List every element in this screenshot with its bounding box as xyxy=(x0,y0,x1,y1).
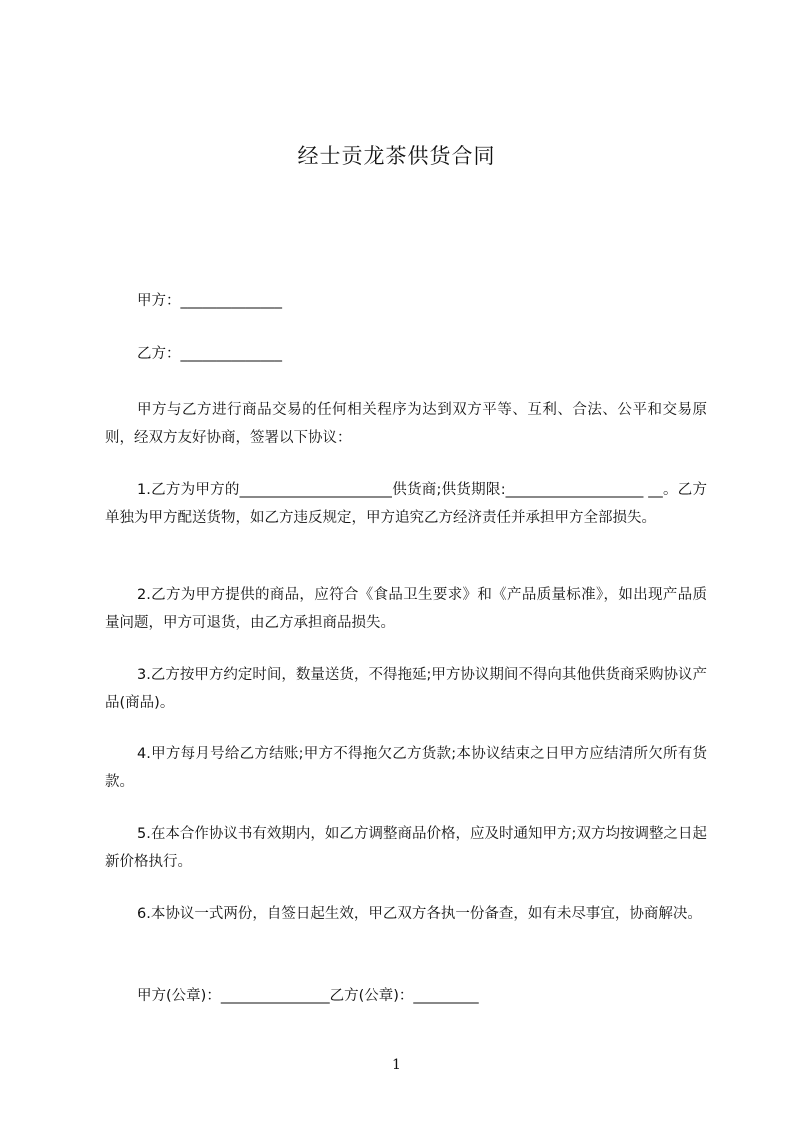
intro-paragraph: 甲方与乙方进行商品交易的任何相关程序为达到双方平等、互利、合法、公平和交易原则，经双方友好协商，签署以下协议： xyxy=(105,402,707,446)
clause-1: 1.乙方为甲方的_____________________供货商;供货期限:___________________ __。乙方单独为甲方配送货物，如乙方违反规定，甲方追究乙方经济责任并承担甲方全部损失。 xyxy=(105,482,707,526)
signature-line: 甲方(公章)：_______________乙方(公章)：_________ xyxy=(137,988,479,1004)
clause-3: 3.乙方按甲方约定时间，数量送货，不得拖延;甲方协议期间不得向其他供货商采购协议产品(商品)。 xyxy=(105,667,707,711)
party-a-field: 甲方：______________ xyxy=(137,293,282,309)
clause-4: 4.甲方每月号给乙方结账;甲方不得拖欠乙方货款;本协议结束之日甲方应结清所欠所有货款。 xyxy=(105,746,707,790)
clause-6: 6.本协议一式两份，自签日起生效，甲乙双方各执一份备查，如有未尽事宜，协商解决。 xyxy=(137,906,702,922)
party-b-field: 乙方：______________ xyxy=(137,346,282,362)
clause-5: 5.在本合作协议书有效期内，如乙方调整商品价格，应及时通知甲方;双方均按调整之日起新价格执行。 xyxy=(105,826,707,870)
page-number: 1 xyxy=(392,1057,401,1073)
document-title: 经士贡龙茶供货合同 xyxy=(297,144,496,168)
clause-2: 2.乙方为甲方提供的商品，应符合《食品卫生要求》和《产品质量标准》，如出现产品质量问题，甲方可退货，由乙方承担商品损失。 xyxy=(105,587,707,631)
